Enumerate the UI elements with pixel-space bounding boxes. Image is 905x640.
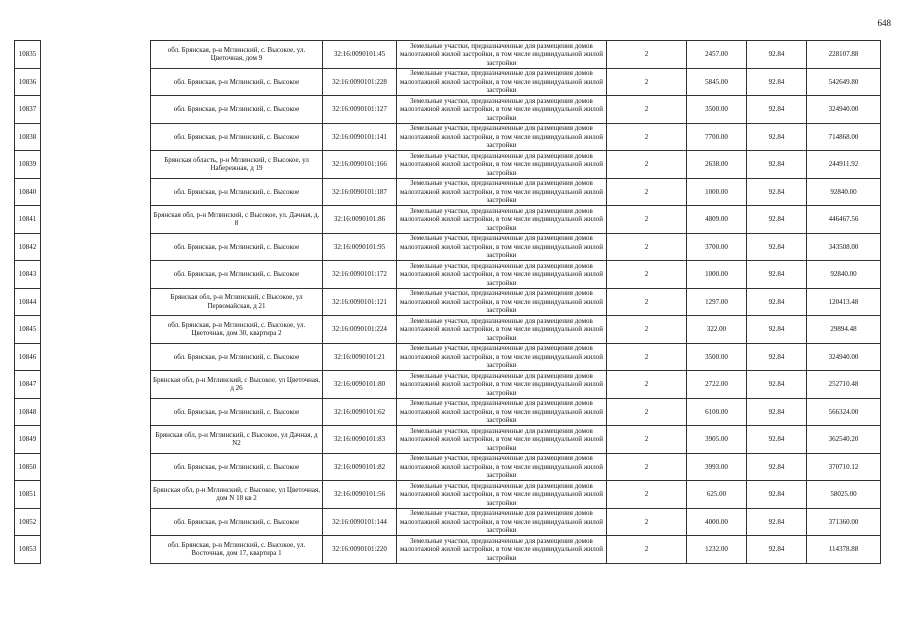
group-cell: 2 (607, 41, 687, 69)
table-row (15, 288, 881, 316)
group-cell: 2 (607, 233, 687, 261)
group-cell: 2 (607, 481, 687, 509)
cadastral-value-cell: 370710.12 (807, 453, 881, 481)
group-cell: 2 (607, 96, 687, 124)
row-id: 10838 (15, 123, 41, 151)
land-use-cell: Земельные участки, предназначенные для размещения домов малоэтажной жилой застройки, в том числе индивидуальной жилой застройки (397, 536, 607, 564)
row-id: 10849 (15, 426, 41, 454)
gap (41, 68, 151, 96)
area-cell: 5845.00 (687, 68, 747, 96)
address-cell: Брянская обл, р-н Мглинский, с Высокое, ул Первомайская, д 21 (151, 288, 323, 316)
cadastral-value-cell: 252710.48 (807, 371, 881, 399)
address-cell: обл. Брянская, р-н Мглинский, с. Высокое (151, 343, 323, 371)
group-cell: 2 (607, 371, 687, 399)
rate-cell: 92.84 (747, 453, 807, 481)
cadastral-number-cell: 32:16:0090101:82 (323, 453, 397, 481)
cadastral-value-cell: 92840.00 (807, 178, 881, 206)
group-cell: 2 (607, 453, 687, 481)
address-cell: Брянская обл, р-н Мглинский, с Высокое, ул Цветочная, дом N 18 кв 2 (151, 481, 323, 509)
cadastral-value-cell: 343508.00 (807, 233, 881, 261)
table-row (15, 371, 881, 399)
table-row (15, 453, 881, 481)
gap (41, 536, 151, 564)
table-row (15, 261, 881, 289)
rate-cell: 92.84 (747, 96, 807, 124)
rate-cell: 92.84 (747, 261, 807, 289)
gap (41, 426, 151, 454)
area-cell: 2722.00 (687, 371, 747, 399)
row-id: 10850 (15, 453, 41, 481)
group-cell: 2 (607, 68, 687, 96)
rate-cell: 92.84 (747, 398, 807, 426)
address-cell: обл. Брянская, р-н Мглинский, с. Высокое, ул. Цветочная, дом 30, квартира 2 (151, 316, 323, 344)
gap (41, 151, 151, 179)
area-cell: 2457.00 (687, 41, 747, 69)
address-cell: обл. Брянская, р-н Мглинский, с. Высокое (151, 96, 323, 124)
cadastral-value-cell: 714868.00 (807, 123, 881, 151)
gap (41, 261, 151, 289)
group-cell: 2 (607, 508, 687, 536)
gap (41, 233, 151, 261)
cadastral-value-cell: 114378.88 (807, 536, 881, 564)
gap (41, 178, 151, 206)
table-row (15, 426, 881, 454)
cadastral-number-cell: 32:16:0090101:21 (323, 343, 397, 371)
table-row (15, 151, 881, 179)
row-id: 10852 (15, 508, 41, 536)
address-cell: обл. Брянская, р-н Мглинский, с. Высокое (151, 233, 323, 261)
area-cell: 3905.00 (687, 426, 747, 454)
gap (41, 123, 151, 151)
rate-cell: 92.84 (747, 343, 807, 371)
row-id: 10844 (15, 288, 41, 316)
table-row (15, 68, 881, 96)
cadastral-value-cell: 371360.00 (807, 508, 881, 536)
group-cell: 2 (607, 316, 687, 344)
row-id: 10848 (15, 398, 41, 426)
area-cell: 3700.00 (687, 233, 747, 261)
gap (41, 481, 151, 509)
table-row (15, 41, 881, 69)
cadastral-number-cell: 32:16:0090101:166 (323, 151, 397, 179)
table-row (15, 123, 881, 151)
land-use-cell: Земельные участки, предназначенные для размещения домов малоэтажной жилой застройки, в том числе индивидуальной жилой застройки (397, 261, 607, 289)
group-cell: 2 (607, 261, 687, 289)
row-id: 10840 (15, 178, 41, 206)
rate-cell: 92.84 (747, 288, 807, 316)
cadastral-value-cell: 566324.00 (807, 398, 881, 426)
group-cell: 2 (607, 206, 687, 234)
land-use-cell: Земельные участки, предназначенные для размещения домов малоэтажной жилой застройки, в том числе индивидуальной жилой застройки (397, 233, 607, 261)
land-use-cell: Земельные участки, предназначенные для размещения домов малоэтажной жилой застройки, в том числе индивидуальной жилой застройки (397, 398, 607, 426)
page-number: 648 (877, 18, 891, 28)
table-row (15, 233, 881, 261)
cadastral-number-cell: 32:16:0090101:141 (323, 123, 397, 151)
land-use-cell: Земельные участки, предназначенные для размещения домов малоэтажной жилой застройки, в том числе индивидуальной жилой застройки (397, 316, 607, 344)
address-cell: Брянская обл, р-н Мглинский, с Высокое, ул. Дачная, д. 8 (151, 206, 323, 234)
rate-cell: 92.84 (747, 206, 807, 234)
row-id: 10847 (15, 371, 41, 399)
rate-cell: 92.84 (747, 68, 807, 96)
area-cell: 1232.00 (687, 536, 747, 564)
cadastral-number-cell: 32:16:0090101:127 (323, 96, 397, 124)
land-use-cell: Земельные участки, предназначенные для размещения домов малоэтажной жилой застройки, в том числе индивидуальной жилой застройки (397, 96, 607, 124)
area-cell: 322.00 (687, 316, 747, 344)
table-row (15, 316, 881, 344)
row-id: 10843 (15, 261, 41, 289)
area-cell: 1000.00 (687, 178, 747, 206)
table-body (15, 41, 881, 564)
rate-cell: 92.84 (747, 151, 807, 179)
cadastral-number-cell: 32:16:0090101:95 (323, 233, 397, 261)
cadastral-value-cell: 58025.00 (807, 481, 881, 509)
gap (41, 371, 151, 399)
cadastral-value-cell: 228107.88 (807, 41, 881, 69)
cadastral-number-cell: 32:16:0090101:56 (323, 481, 397, 509)
area-cell: 3500.00 (687, 343, 747, 371)
row-id: 10836 (15, 68, 41, 96)
gap (41, 288, 151, 316)
group-cell: 2 (607, 398, 687, 426)
cadastral-number-cell: 32:16:0090101:121 (323, 288, 397, 316)
gap (41, 316, 151, 344)
cadastral-value-cell: 29894.48 (807, 316, 881, 344)
table-row (15, 398, 881, 426)
table-row (15, 481, 881, 509)
rate-cell: 92.84 (747, 123, 807, 151)
group-cell: 2 (607, 123, 687, 151)
group-cell: 2 (607, 536, 687, 564)
land-use-cell: Земельные участки, предназначенные для размещения домов малоэтажной жилой застройки, в том числе индивидуальной жилой застройки (397, 371, 607, 399)
address-cell: обл. Брянская, р-н Мглинский, с. Высокое, ул. Цветочная, дом 9 (151, 41, 323, 69)
table-row (15, 96, 881, 124)
land-use-cell: Земельные участки, предназначенные для размещения домов малоэтажной жилой застройки, в том числе индивидуальной жилой застройки (397, 288, 607, 316)
cadastral-number-cell: 32:16:0090101:80 (323, 371, 397, 399)
group-cell: 2 (607, 343, 687, 371)
gap (41, 343, 151, 371)
address-cell: обл. Брянская, р-н Мглинский, с. Высокое (151, 261, 323, 289)
area-cell: 3993.00 (687, 453, 747, 481)
cadastral-number-cell: 32:16:0090101:86 (323, 206, 397, 234)
cadastral-number-cell: 32:16:0090101:45 (323, 41, 397, 69)
rate-cell: 92.84 (747, 41, 807, 69)
table-row (15, 178, 881, 206)
address-cell: обл. Брянская, р-н Мглинский, с. Высокое (151, 453, 323, 481)
address-cell: обл. Брянская, р-н Мглинский, с. Высокое (151, 178, 323, 206)
land-use-cell: Земельные участки, предназначенные для размещения домов малоэтажной жилой застройки, в том числе индивидуальной жилой застройки (397, 178, 607, 206)
rate-cell: 92.84 (747, 481, 807, 509)
land-use-cell: Земельные участки, предназначенные для размещения домов малоэтажной жилой застройки, в том числе индивидуальной жилой застройки (397, 426, 607, 454)
rate-cell: 92.84 (747, 233, 807, 261)
area-cell: 6100.00 (687, 398, 747, 426)
table-row (15, 206, 881, 234)
cadastral-value-cell: 92840.00 (807, 261, 881, 289)
group-cell: 2 (607, 151, 687, 179)
cadastral-value-cell: 362540.20 (807, 426, 881, 454)
row-id: 10839 (15, 151, 41, 179)
group-cell: 2 (607, 426, 687, 454)
gap (41, 398, 151, 426)
row-id: 10837 (15, 96, 41, 124)
gap (41, 453, 151, 481)
area-cell: 7700.00 (687, 123, 747, 151)
rate-cell: 92.84 (747, 508, 807, 536)
land-use-cell: Земельные участки, предназначенные для размещения домов малоэтажной жилой застройки, в том числе индивидуальной жилой застройки (397, 206, 607, 234)
address-cell: обл. Брянская, р-н Мглинский, с. Высокое (151, 508, 323, 536)
land-use-cell: Земельные участки, предназначенные для размещения домов малоэтажной жилой застройки, в том числе индивидуальной жилой застройки (397, 481, 607, 509)
row-id: 10841 (15, 206, 41, 234)
cadastral-number-cell: 32:16:0090101:83 (323, 426, 397, 454)
land-use-cell: Земельные участки, предназначенные для размещения домов малоэтажной жилой застройки, в том числе индивидуальной жилой застройки (397, 123, 607, 151)
address-cell: Брянская обл, р-н Мглинский, с Высокое, ул Цветочная, д 26 (151, 371, 323, 399)
row-id: 10846 (15, 343, 41, 371)
row-id: 10851 (15, 481, 41, 509)
cadastral-number-cell: 32:16:0090101:172 (323, 261, 397, 289)
rate-cell: 92.84 (747, 316, 807, 344)
address-cell: обл. Брянская, р-н Мглинский, с. Высокое (151, 398, 323, 426)
area-cell: 1000.00 (687, 261, 747, 289)
land-use-cell: Земельные участки, предназначенные для размещения домов малоэтажной жилой застройки, в том числе индивидуальной жилой застройки (397, 41, 607, 69)
cadastral-number-cell: 32:16:0090101:62 (323, 398, 397, 426)
group-cell: 2 (607, 288, 687, 316)
address-cell: обл. Брянская, р-н Мглинский, с. Высокое (151, 68, 323, 96)
cadastral-number-cell: 32:16:0090101:224 (323, 316, 397, 344)
table-row (15, 343, 881, 371)
row-id: 10842 (15, 233, 41, 261)
rate-cell: 92.84 (747, 536, 807, 564)
row-id: 10845 (15, 316, 41, 344)
cadastral-number-cell: 32:16:0090101:228 (323, 68, 397, 96)
table-row (15, 508, 881, 536)
cadastral-value-cell: 244911.92 (807, 151, 881, 179)
cadastral-value-cell: 542649.80 (807, 68, 881, 96)
land-use-cell: Земельные участки, предназначенные для размещения домов малоэтажной жилой застройки, в том числе индивидуальной жилой застройки (397, 68, 607, 96)
rate-cell: 92.84 (747, 178, 807, 206)
area-cell: 625.00 (687, 481, 747, 509)
group-cell: 2 (607, 178, 687, 206)
area-cell: 4000.00 (687, 508, 747, 536)
cadastral-number-cell: 32:16:0090101:187 (323, 178, 397, 206)
address-cell: обл. Брянская, р-н Мглинский, с. Высокое, ул. Восточная, дом 17, квартира 1 (151, 536, 323, 564)
table-row (15, 536, 881, 564)
address-cell: обл. Брянская, р-н Мглинский, с. Высокое (151, 123, 323, 151)
cadastral-value-cell: 324940.00 (807, 343, 881, 371)
gap (41, 96, 151, 124)
address-cell: Брянская обл, р-н Мглинский, с Высокое, ул Дачная, д N2 (151, 426, 323, 454)
land-use-cell: Земельные участки, предназначенные для размещения домов малоэтажной жилой застройки, в том числе индивидуальной жилой застройки (397, 343, 607, 371)
area-cell: 3500.00 (687, 96, 747, 124)
area-cell: 4809.00 (687, 206, 747, 234)
area-cell: 2638.00 (687, 151, 747, 179)
cadastral-number-cell: 32:16:0090101:144 (323, 508, 397, 536)
address-cell: Брянская область, р-н Мглинский, с Высокое, ул Набережная, д 19 (151, 151, 323, 179)
cadastral-value-cell: 324940.00 (807, 96, 881, 124)
gap (41, 508, 151, 536)
row-id: 10835 (15, 41, 41, 69)
rate-cell: 92.84 (747, 371, 807, 399)
row-id: 10853 (15, 536, 41, 564)
land-use-cell: Земельные участки, предназначенные для размещения домов малоэтажной жилой застройки, в том числе индивидуальной жилой застройки (397, 453, 607, 481)
land-use-cell: Земельные участки, предназначенные для размещения домов малоэтажной жилой застройки, в том числе индивидуальной жилой застройки (397, 508, 607, 536)
cadastral-value-cell: 120413.48 (807, 288, 881, 316)
cadastral-value-table (14, 40, 881, 564)
gap (41, 41, 151, 69)
area-cell: 1297.00 (687, 288, 747, 316)
cadastral-value-cell: 446467.56 (807, 206, 881, 234)
cadastral-number-cell: 32:16:0090101:220 (323, 536, 397, 564)
gap (41, 206, 151, 234)
rate-cell: 92.84 (747, 426, 807, 454)
land-use-cell: Земельные участки, предназначенные для размещения домов малоэтажной жилой застройки, в том числе индивидуальной жилой застройки (397, 151, 607, 179)
